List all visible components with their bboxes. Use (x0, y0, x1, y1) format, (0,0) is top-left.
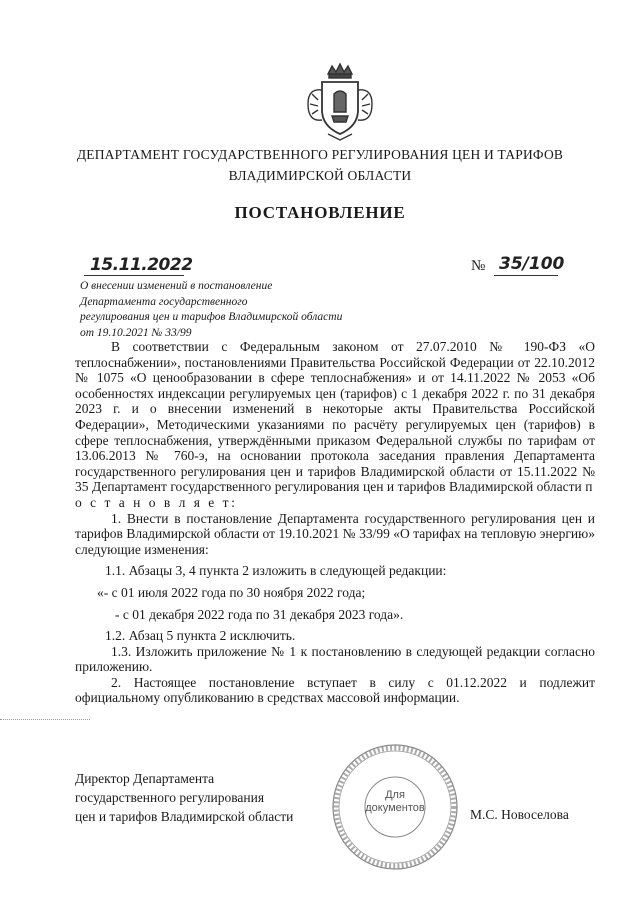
preamble-paragraph (75, 339, 595, 511)
quote-line-2: - с 01 декабря 2022 года по 31 декабря 2023 года». (115, 606, 404, 622)
seal-label-line: Для (385, 789, 405, 801)
document-number: 35/100 (499, 254, 565, 274)
item-1: 1. Внести в постановление Департамента государственного регулирования цен и тарифов Владимирской области от 19.10.2021 № 33/99 «О тарифах на тепловую энергию» следующие изменения: (75, 510, 595, 557)
position-line: Директор Департамента (75, 771, 215, 786)
coat-of-arms-icon (302, 60, 378, 142)
seal-label (330, 789, 460, 815)
preamble-text: В соответствии с Федеральным законом от 27.07.2010 № 190-ФЗ «О теплоснабжении», постановлениями Правительства Российской Федерации от 22.10.2012 № 1075 «О ценообразовании в сфере теплоснабжения» и от 14.11.2022 № 2053 «Об особенностях индексации регулируемых цен (тарифов) с 1 декабря 2022 г. по 31 декабря 2023 г. и о внесении изменений в некоторые акты Правительства Российской Федерации», Методическими указаниями по расчёту регулируемых цен (тарифов) в сфере теплоснабжения, утверждёнными приказом Федеральной службы по тарифам от 13.06.2013 № 760-э, на основании протокола заседания правления Департамента государственного регулирования цен и тарифов Владимирской области от 15.11.2022 № 35 Департамент государственного регулирования цен и тарифов Владимирской области (75, 339, 595, 495)
number-sign: № (471, 258, 486, 274)
date-underline (84, 275, 184, 276)
item-2: 2. Настоящее постановление вступает в силу с 01.12.2022 и подлежит официальному опубликованию в средствах массовой информации. (75, 674, 595, 706)
quote-line-1: «- с 01 июля 2022 года по 30 ноября 2022 года; (97, 584, 366, 600)
item-1-1: 1.1. Абзацы 3, 4 пункта 2 изложить в следующей редакции: (105, 563, 447, 579)
document-title: ПОСТАНОВЛЕНИЕ (234, 203, 406, 222)
decree-word: п о с т а н о в л я е т: (75, 479, 595, 510)
department-name-line2: ВЛАДИМИРСКОЙ ОБЛАСТИ (228, 168, 412, 183)
margin-dots (0, 719, 90, 720)
document-subject (80, 279, 342, 341)
subject-line: Департамента государственного (80, 295, 248, 308)
document-date: 15.11.2022 (90, 255, 193, 275)
department-name-line1: ДЕПАРТАМЕНТ ГОСУДАРСТВЕННОГО РЕГУЛИРОВАНИЯ ЦЕН И ТАРИФОВ (76, 147, 564, 162)
subject-line: О внесении изменений в постановление (80, 280, 273, 292)
position-line: государственного регулирования (75, 790, 265, 805)
document-body (75, 339, 595, 706)
signatory-position (75, 769, 293, 826)
item-1-3: 1.3. Изложить приложение № 1 к постановлению в следующей редакции согласно приложению. (75, 643, 595, 675)
number-underline (494, 275, 558, 276)
seal-label-line: документов (365, 802, 425, 814)
subject-line: регулирования цен и тарифов Владимирской области (80, 311, 343, 323)
item-1-2: 1.2. Абзац 5 пункта 2 исключить. (105, 628, 296, 644)
signatory-name: М.С. Новоселова (470, 807, 569, 822)
subject-line: от 19.10.2021 № 33/99 (80, 326, 192, 339)
position-line: цен и тарифов Владимирской области (75, 809, 294, 824)
